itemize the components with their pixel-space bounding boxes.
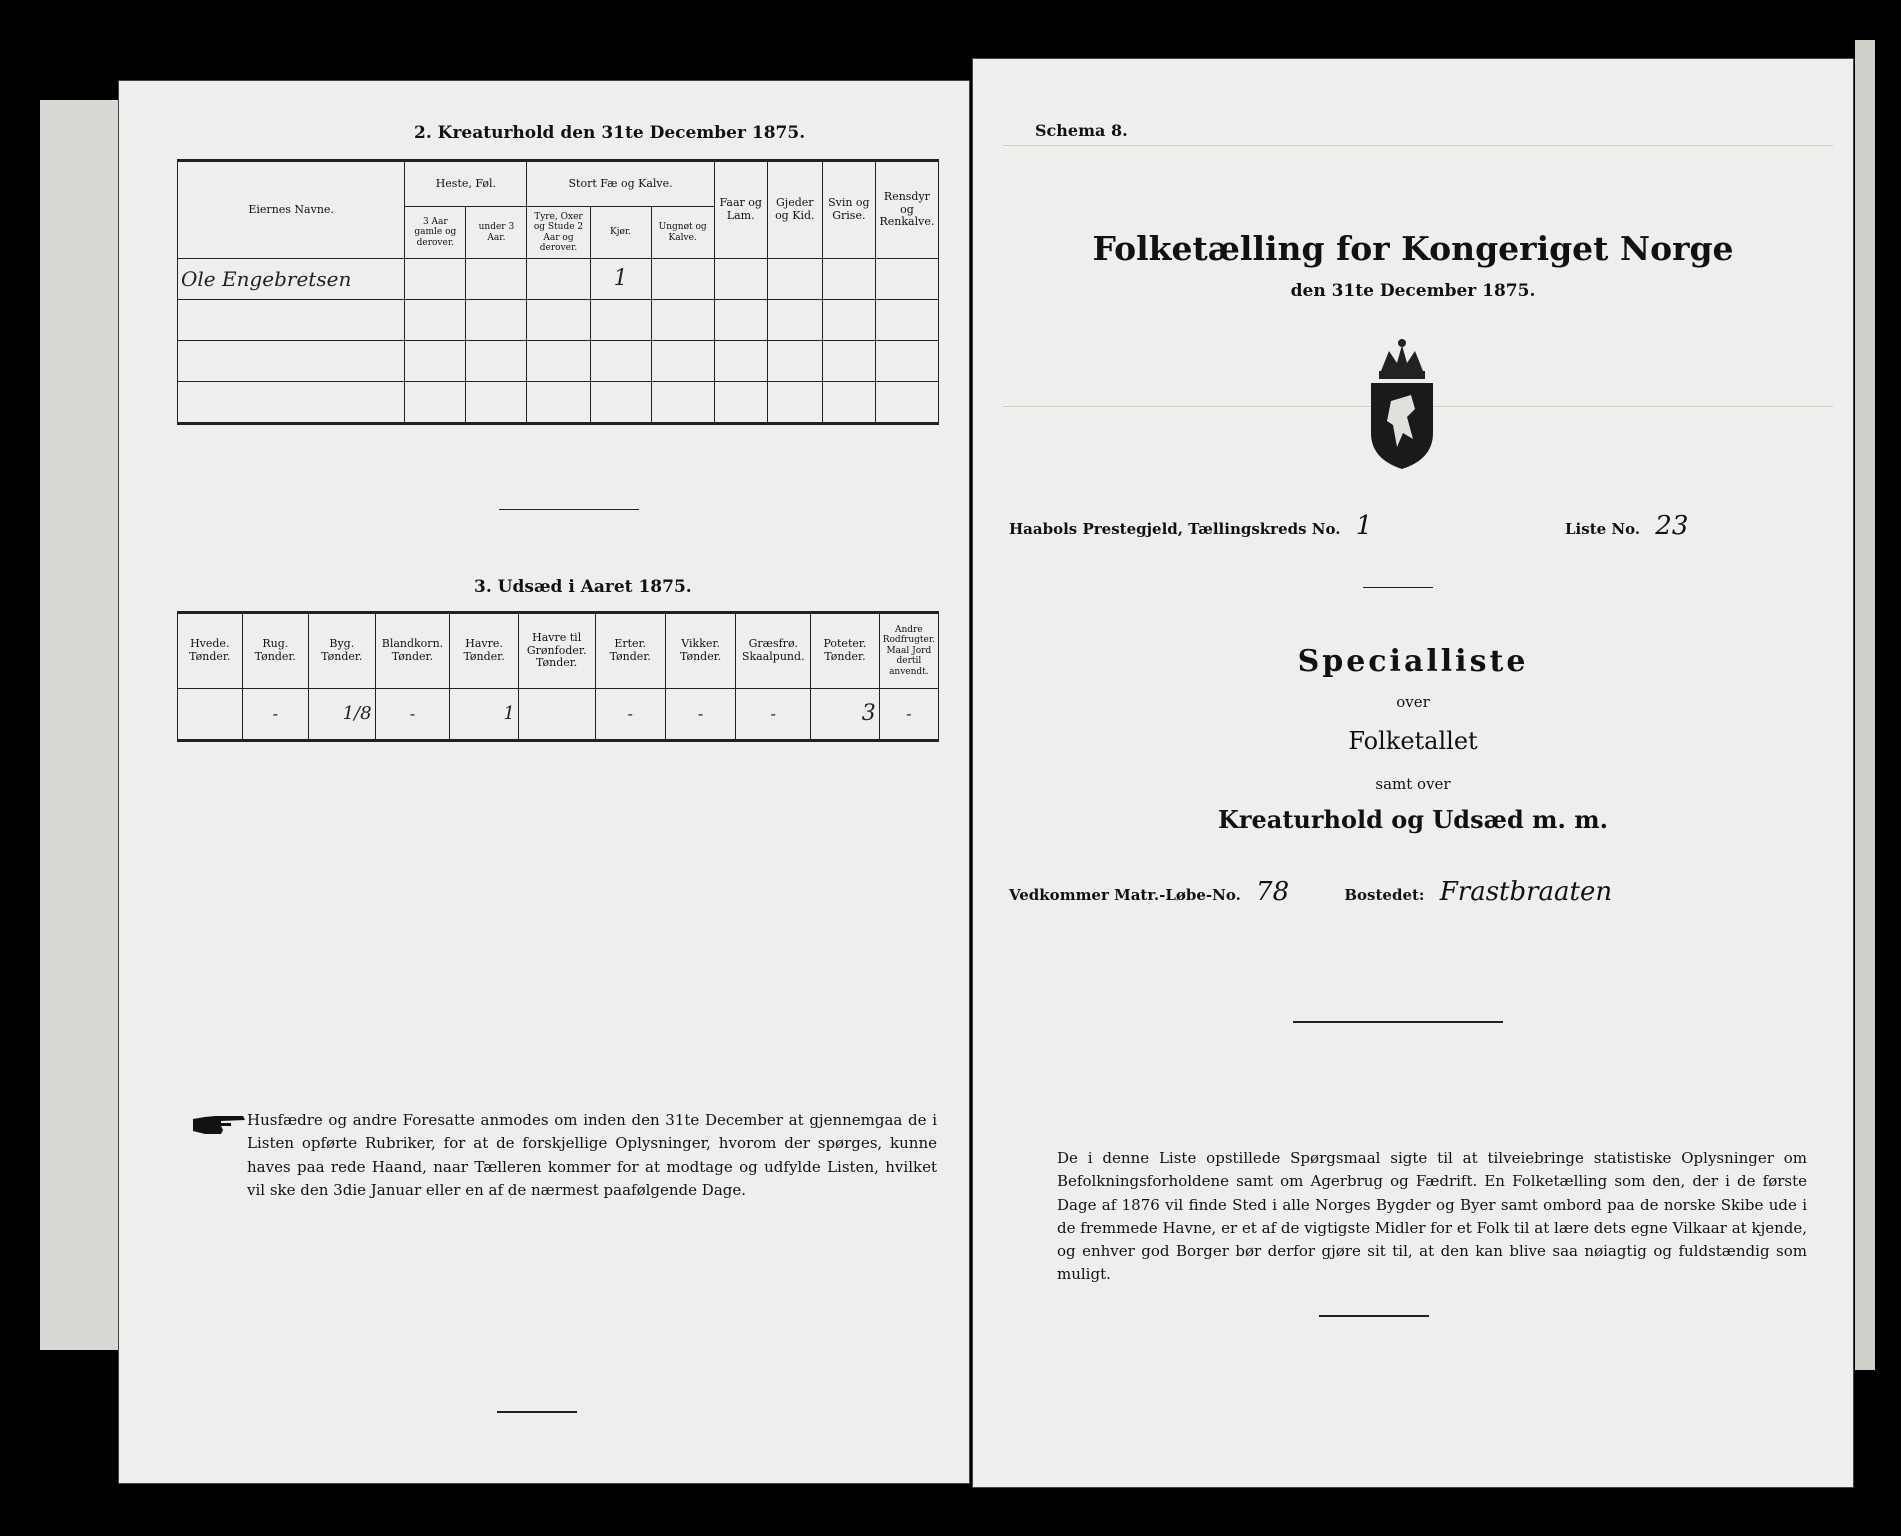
heste-b-header: under 3 Aar. [466,207,527,259]
kreds-label: Tællingskreds No. [1188,520,1341,538]
faar-header: Faar og Lam. [714,161,767,259]
andre-header: Andre Rodfrugter. Maal Jord dertil anvendt. [879,613,938,689]
gjeder-header: Gjeder og Kid. [767,161,822,259]
specialliste-heading: Specialliste [1297,644,1529,679]
blandkorn-cell: - [375,689,450,741]
document-subtitle: den 31te December 1875. [1290,281,1536,301]
vikker-cell: - [665,689,735,741]
graesfro-cell: - [736,689,811,741]
prestegjeld-label: Haabols Prestegjeld, [1009,520,1183,538]
cell [651,259,714,300]
liste-label: Liste No. [1565,520,1641,538]
rug-header: Rug. Tønder. [242,613,309,689]
cell [405,259,466,300]
havre-gron-cell [518,689,595,741]
schema-label: Schema 8. [1035,121,1128,140]
andre-cell: - [879,689,938,741]
kjor-cell: 1 [590,259,651,300]
livestock-table [177,159,939,425]
heste-header: Heste, Føl. [405,161,527,207]
cell [767,259,822,300]
byg-cell: 1/8 [309,689,376,741]
bosted-value: Frastbraaten [1439,877,1613,907]
matr-value: 78 [1256,877,1290,907]
section2-title: 2. Kreaturhold den 31te December 1875. [414,123,806,143]
poteter-header: Poteter. Tønder. [811,613,880,689]
cell [527,259,590,300]
notice-text: Husfædre og andre Foresatte anmodes om inden den 31te December at gjennemgaa de i Listen opførte Rubriker, for at de forskjellige Oplysninger, hvorom der spørges, kunne haves paa rede Haand, naar Tælleren kommer for at modtage og udfylde Listen, hvilket vil ske den 3die Januar eller en af de nærmest paafølgende Dage. [247,1111,937,1199]
folketallet-heading: Folketallet [1348,727,1478,755]
info-paragraph: De i denne Liste opstillede Spørgsmaal sigte til at tilveiebringe statistiske Oplysninger om Befolkningsforholdene samt om Agerbrug og Fædrift. En Folketælling som den, der i de første Dage af 1876 vil finde Sted i alle Norges Bygder og Byer samt ombord paa de norske Skibe ude i de fremmede Havne, er et af de vigtigste Midler for et Folk til at lære dets egne Vilkaar at kjende, og enhver god Borger bør derfor gjøre sit til, at den kan blive saa nøiagtig og fuldstændig som muligt. [1057,1149,1807,1284]
owner-header: Eiernes Navne. [178,161,405,259]
table-row [178,689,939,741]
hvede-cell [178,689,243,741]
heste-a-header: 3 Aar gamle og derover. [405,207,466,259]
over-label: over [1396,693,1430,711]
blandkorn-header: Blandkorn. Tønder. [375,613,450,689]
matr-label: Vedkommer Matr.-Løbe-No. [1009,886,1241,904]
rug-cell: - [242,689,309,741]
divider [499,509,639,510]
stort-c-header: Ungnøt og Kalve. [651,207,714,259]
stort-header: Stort Fæ og Kalve. [527,161,714,207]
graesfro-header: Græsfrø. Skaalpund. [736,613,811,689]
havre-gron-header: Havre til Grønfoder. Tønder. [518,613,595,689]
back-sheet-left [40,100,120,1350]
kreds-value: 1 [1355,511,1373,541]
kreaturhold-heading: Kreaturhold og Udsæd m. m. [1218,805,1608,834]
matr-line [1009,877,1622,907]
coat-of-arms-icon [1361,337,1443,471]
stort-a-header: Tyre, Oxer og Stude 2 Aar og derover. [527,207,590,259]
table-row [178,341,939,382]
back-sheet-right [1855,40,1875,1370]
liste-line [1565,511,1698,541]
byg-header: Byg. Tønder. [309,613,376,689]
erter-cell: - [595,689,665,741]
divider [497,1411,577,1413]
divider [1363,587,1433,588]
cell [466,259,527,300]
right-page [972,58,1854,1488]
svin-header: Svin og Grise. [822,161,875,259]
rensdyr-header: Rensdyr og Renkalve. [875,161,938,259]
owner-cell: Ole Engebretsen [178,259,405,300]
bosted-label: Bostedet: [1344,886,1425,904]
left-page [118,80,970,1484]
table-row [178,259,939,300]
table-row [178,300,939,341]
cell [875,259,938,300]
poteter-cell: 3 [811,689,880,741]
vikker-header: Vikker. Tønder. [665,613,735,689]
cell [822,259,875,300]
seed-table [177,611,939,742]
table-row [178,382,939,424]
erter-header: Erter. Tønder. [595,613,665,689]
section3-title: 3. Udsæd i Aaret 1875. [474,577,692,597]
cell [714,259,767,300]
divider [1293,1021,1503,1023]
document-title: Folketælling for Kongeriget Norge [1092,229,1734,268]
divider [1319,1315,1429,1317]
district-line [1009,511,1382,541]
liste-value: 23 [1655,511,1689,541]
havre-cell: 1 [450,689,518,741]
stort-b-header: Kjør. [590,207,651,259]
pointing-hand-icon [191,1113,247,1137]
samt-over-label: samt over [1375,775,1451,793]
hvede-header: Hvede. Tønder. [178,613,243,689]
havre-header: Havre. Tønder. [450,613,518,689]
